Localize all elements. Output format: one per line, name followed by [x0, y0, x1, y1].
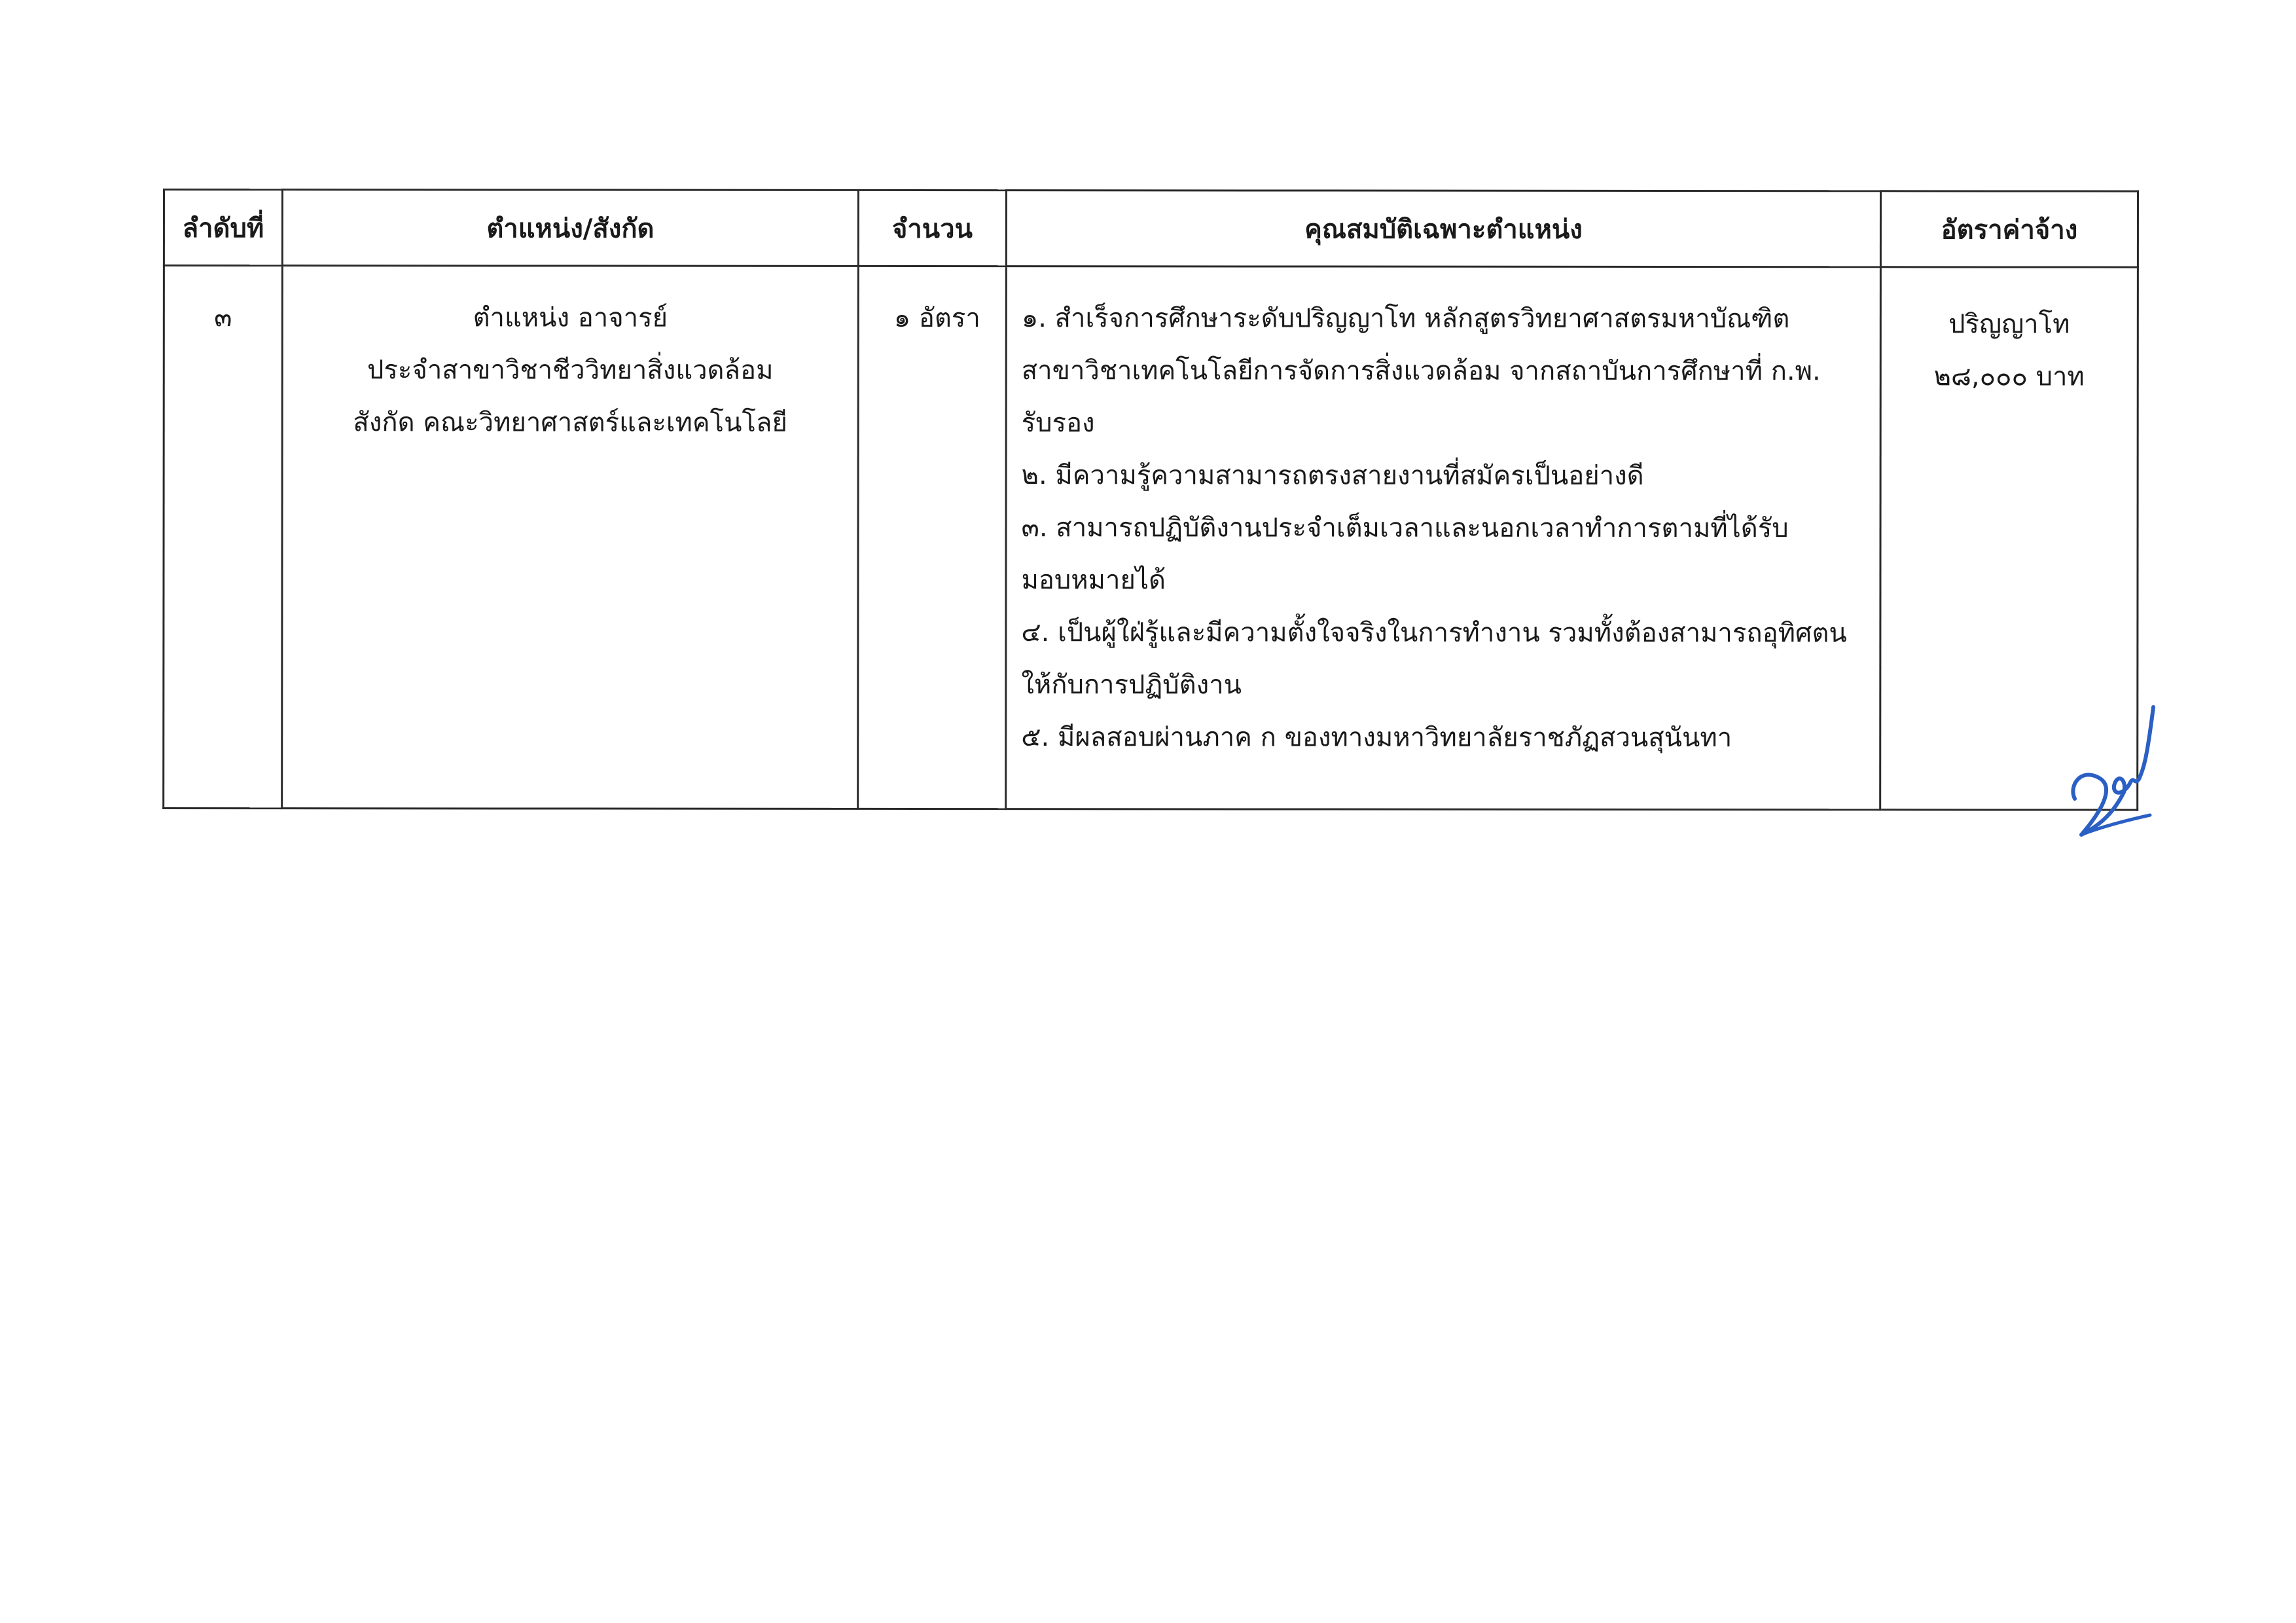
header-count: จำนวน	[858, 190, 1006, 266]
position-title: ตำแหน่ง อาจารย์	[473, 302, 668, 333]
header-rate: อัตราค่าจ้าง	[1880, 191, 2138, 267]
position-table	[162, 189, 2139, 811]
cell-count	[858, 266, 1007, 809]
rate-degree: ปริญญาโท	[1948, 309, 2070, 340]
qualification-line: ๓. สามารถปฏิบัติงานประจำเต็มเวลาและนอกเวลาทำการตามที่ได้รับ	[1021, 513, 1789, 544]
qualification-line: ๔. เป็นผู้ใฝ่รู้และมีความตั้งใจจริงในการทำงาน รวมทั้งต้องสามารถอุทิศตน	[1021, 617, 1847, 649]
signature-icon	[2062, 687, 2160, 845]
qualification-line: ๕. มีผลสอบผ่านภาค ก ของทางมหาวิทยาลัยราชภัฏสวนสุนันทา	[1021, 722, 1732, 754]
cell-seq	[164, 266, 283, 809]
rate-amount: ๒๘,๐๐๐ บาท	[1933, 361, 2085, 392]
qualification-line: สาขาวิชาเทคโนโลยีการจัดการสิ่งแวดล้อม จากสถาบันการศึกษาที่ ก.พ.	[1021, 356, 1821, 387]
count-value: ๑ อัตรา	[893, 302, 980, 334]
header-seq: ลำดับที่	[164, 190, 282, 266]
position-department: ประจำสาขาวิชาชีววิทยาสิ่งแวดล้อม	[367, 355, 774, 386]
table-row	[164, 266, 2138, 811]
header-position: ตำแหน่ง/สังกัด	[282, 190, 858, 266]
seq-number: ๓	[214, 302, 232, 333]
cell-qualifications	[1006, 266, 1881, 810]
header-qualifications: คุณสมบัติเฉพาะตำแหน่ง	[1006, 191, 1880, 267]
qualification-line: ๒. มีความรู้ความสามารถตรงสายงานที่สมัครเป็นอย่างดี	[1021, 460, 1644, 491]
cell-position	[282, 266, 859, 809]
qualification-line: ๑. สำเร็จการศึกษาระดับปริญญาโท หลักสูตรวิทยาศาสตรมหาบัณฑิต	[1021, 303, 1790, 335]
table-header-row	[164, 190, 2138, 268]
qualification-line: รับรอง	[1021, 408, 1095, 439]
qualification-line: ให้กับการปฏิบัติงาน	[1021, 670, 1242, 701]
position-faculty: สังกัด คณะวิทยาศาสตร์และเทคโนโลยี	[353, 407, 787, 438]
qualification-line: มอบหมายได้	[1021, 565, 1166, 596]
